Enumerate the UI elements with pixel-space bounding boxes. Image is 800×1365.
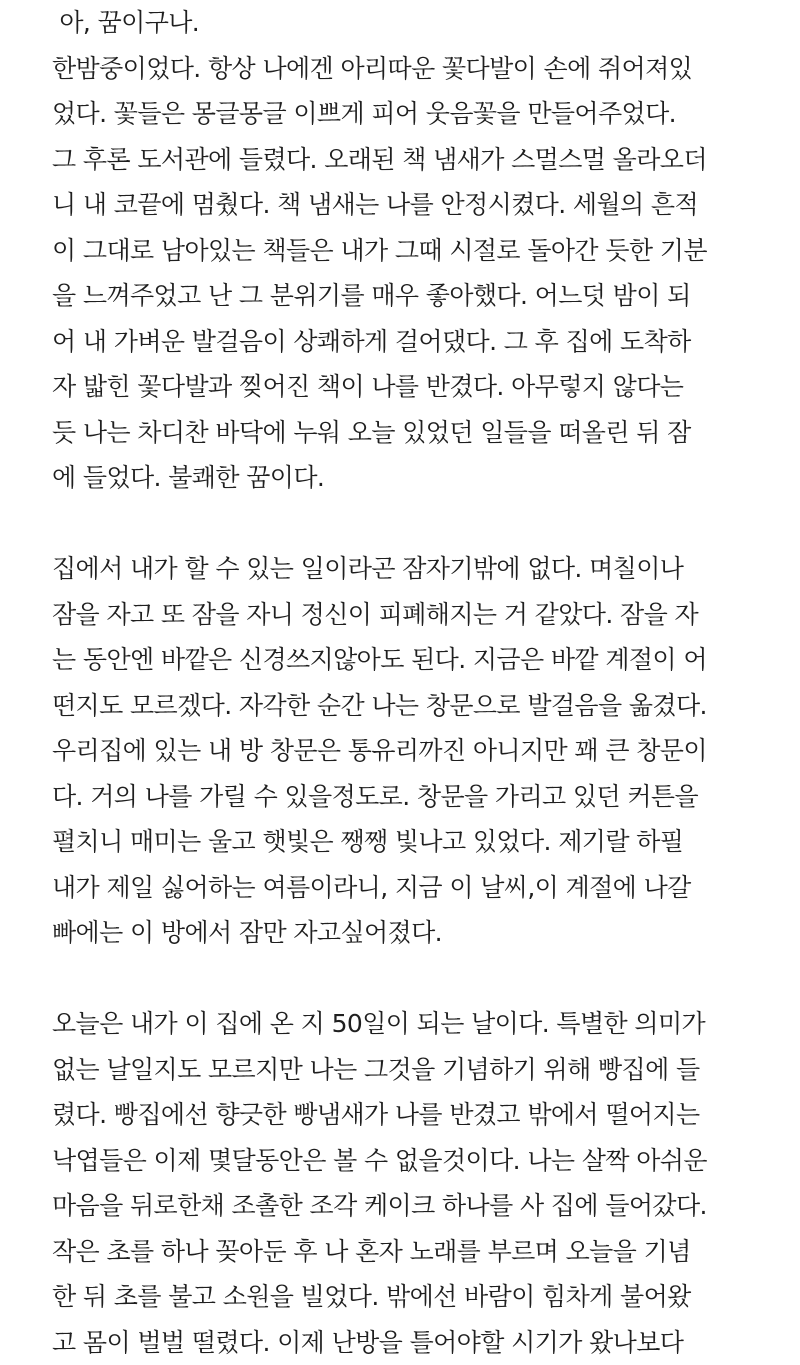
paragraph-gap (52, 956, 800, 1002)
text-line: 잠을 자고 또 잠을 자니 정신이 피폐해지는 거 같았다. 잠을 자 (52, 592, 800, 638)
text-line: 어 내 가벼운 발걸음이 상쾌하게 걸어댔다. 그 후 집에 도착하 (52, 319, 800, 365)
text-line: 을 느껴주었고 난 그 분위기를 매우 좋아했다. 어느덧 밤이 되 (52, 273, 800, 319)
text-line: 한밤중이었다. 항상 나에겐 아리따운 꽃다발이 손에 쥐어져있 (52, 46, 800, 92)
text-line: 빠에는 이 방에서 잠만 자고싶어졌다. (52, 910, 800, 956)
text-line: 마음을 뒤로한채 조촐한 조각 케이크 하나를 사 집에 들어갔다. (52, 1183, 800, 1229)
paragraph-1 (52, 0, 800, 501)
text-line: 고 몸이 벌벌 떨렸다. 이제 난방을 틀어야할 시기가 왔나보다 (52, 1320, 800, 1365)
text-line: 듯 나는 차디찬 바닥에 누워 오늘 있었던 일들을 떠올린 뒤 잠 (52, 410, 800, 456)
text-line: 집에서 내가 할 수 있는 일이라곤 잠자기밖에 없다. 며칠이나 (52, 546, 800, 592)
text-line: 자 밟힌 꽃다발과 찢어진 책이 나를 반겼다. 아무렇지 않다는 (52, 364, 800, 410)
text-line: 다. 거의 나를 가릴 수 있을정도로. 창문을 가리고 있던 커튼을 (52, 774, 800, 820)
text-line: 작은 초를 하나 꽂아둔 후 나 혼자 노래를 부르며 오늘을 기념 (52, 1229, 800, 1275)
text-line: 내가 제일 싫어하는 여름이라니, 지금 이 날씨,이 계절에 나갈 (52, 865, 800, 911)
text-line: 떤지도 모르겠다. 자각한 순간 나는 창문으로 발걸음을 옮겼다. (52, 683, 800, 729)
text-line: 니 내 코끝에 멈췄다. 책 냄새는 나를 안정시켰다. 세월의 흔적 (52, 182, 800, 228)
text-line: 이 그대로 남아있는 책들은 내가 그때 시절로 돌아간 듯한 기분 (52, 228, 800, 274)
paragraph-gap (52, 501, 800, 547)
text-line: 렸다. 빵집에선 향긋한 빵냄새가 나를 반겼고 밖에서 떨어지는 (52, 1092, 800, 1138)
text-line: 펼치니 매미는 울고 햇빛은 쨍쨍 빛나고 있었다. 제기랄 하필 (52, 819, 800, 865)
text-line: 우리집에 있는 내 방 창문은 통유리까진 아니지만 꽤 큰 창문이 (52, 728, 800, 774)
text-line: 었다. 꽃들은 몽글몽글 이쁘게 피어 웃음꽃을 만들어주었다. (52, 91, 800, 137)
text-line: 한 뒤 초를 불고 소원을 빌었다. 밖에선 바람이 힘차게 불어왔 (52, 1274, 800, 1320)
document-body (52, 0, 800, 1365)
text-line: 는 동안엔 바깥은 신경쓰지않아도 된다. 지금은 바깥 계절이 어 (52, 637, 800, 683)
paragraph-3 (52, 1001, 800, 1365)
text-line: 그 후론 도서관에 들렸다. 오래된 책 냄새가 스멀스멀 올라오더 (52, 137, 800, 183)
paragraph-2 (52, 546, 800, 956)
text-line: 낙엽들은 이제 몇달동안은 볼 수 없을것이다. 나는 살짝 아쉬운 (52, 1138, 800, 1184)
text-line: 없는 날일지도 모르지만 나는 그것을 기념하기 위해 빵집에 들 (52, 1047, 800, 1093)
text-line: 아, 꿈이구나. (52, 0, 800, 46)
text-line: 에 들었다. 불쾌한 꿈이다. (52, 455, 800, 501)
text-line: 오늘은 내가 이 집에 온 지 50일이 되는 날이다. 특별한 의미가 (52, 1001, 800, 1047)
